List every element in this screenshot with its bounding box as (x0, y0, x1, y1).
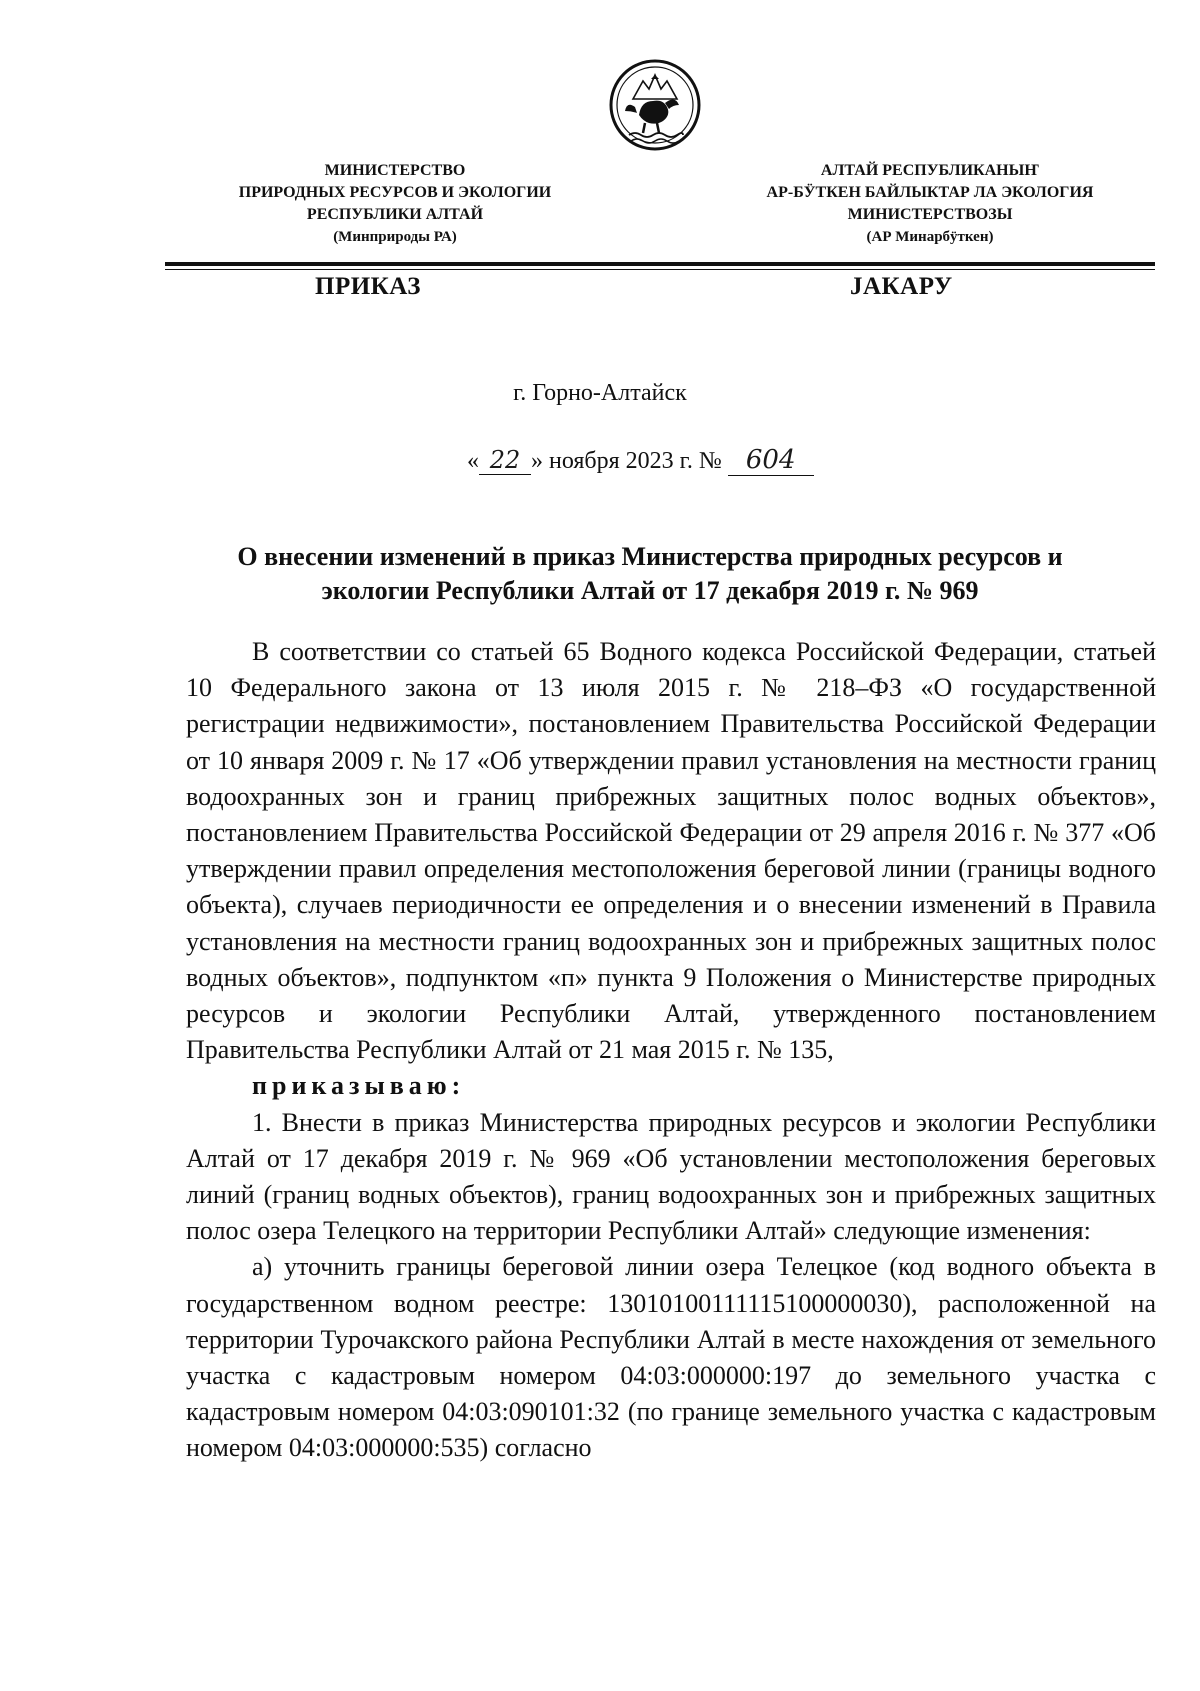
doc-type-russian: ПРИКАЗ (315, 273, 421, 300)
date-close-quote: » (531, 448, 543, 474)
document-body (186, 634, 1156, 1467)
header-divider-thick (165, 262, 1155, 266)
handwritten-order-number: 604 (728, 445, 814, 476)
coat-of-arms-emblem (605, 55, 705, 160)
title-line1: О внесении изменений в приказ Министерства природных ресурсов и (237, 542, 1063, 571)
header-left-line3: РЕСПУБЛИКИ АЛТАЙ (306, 206, 484, 223)
handwritten-day: 22 (479, 446, 531, 475)
date-month-year: ноября 2023 г. № (543, 448, 728, 474)
header-right-line4: (АР Минарбӱткен) (866, 229, 994, 245)
date-line (467, 445, 814, 476)
order-directive: приказываю: (252, 1071, 466, 1101)
republic-of-altai-coat-of-arms-icon (605, 55, 705, 160)
document-title (190, 540, 1110, 608)
header-right-line3: МИНИСТЕРСТВОЗЫ (847, 206, 1013, 223)
item-1-paragraph: 1. Внести в приказ Министерства природных ресурсов и экологии Республики Алтай от 17 декабря 2019 г. № 969 «Об установлении местоположения береговых линий (границ водных объектов), границ водоохранных зон и прибрежных защитных полос озера Телецкого на территории Республики Алтай» следующие изменения: (186, 1107, 1156, 1246)
header-right-line1: АЛТАЙ РЕСПУБЛИКАНЫҤ (820, 162, 1040, 179)
date-open-quote: « (467, 448, 479, 474)
preamble-paragraph: В соответствии со статьей 65 Водного кодекса Российской Федерации, статьей 10 Федерального закона от 13 июля 2015 г. № 218–ФЗ «О государственной регистрации недвижимости», постановлением Правительства Российской Федерации от 10 января 2009 г. № 17 «Об утверждении правил установления на местности границ водоохранных зон и границ прибрежных защитных полос водных объектов», постановлением Правительства Российской Федерации от 29 апреля 2016 г. № 377 «Об утверждении правил определения местоположения береговой линии (границы водного объекта), случаев периодичности ее определения и о внесении изменений в Правила установления на местности границ водоохранных зон и прибрежных защитных полос водных объектов», подпунктом «п» пункта 9 Положения о Министерстве природных ресурсов и экологии Республики Алтай, утвержденного постановлением Правительства Республики Алтай от 21 мая 2015 г. № 135, (186, 637, 1156, 1065)
doc-type-altai: JАКАРУ (850, 273, 953, 300)
ministry-header-russian (185, 160, 605, 248)
header-left-line1: МИНИСТЕРСТВО (324, 162, 466, 179)
title-line2: экологии Республики Алтай от 17 декабря 2019 г. № 969 (321, 576, 979, 605)
header-right-line2: АР-БӰТКЕН БАЙЛЫКТАР ЛА ЭКОЛОГИЯ (766, 184, 1094, 201)
header-divider-thin (165, 269, 1155, 270)
ministry-header-altai (720, 160, 1140, 248)
header-left-line4: (Минприроды РА) (333, 229, 457, 245)
item-1a-paragraph: а) уточнить границы береговой линии озера Телецкое (код водного объекта в государственном водном реестре: 13010100111115100000030), расположенной на территории Турочакского района Республики Алтай в месте нахождения от земельного участка с кадастровым номером 04:03:000000:197 до земельного участка с кадастровым номером 04:03:090101:32 (по границе земельного участка с кадастровым номером 04:03:000000:535) согласно (186, 1252, 1156, 1463)
city-line: г. Горно-Алтайск (513, 380, 687, 406)
header-left-line2: ПРИРОДНЫХ РЕСУРСОВ И ЭКОЛОГИИ (238, 184, 552, 201)
